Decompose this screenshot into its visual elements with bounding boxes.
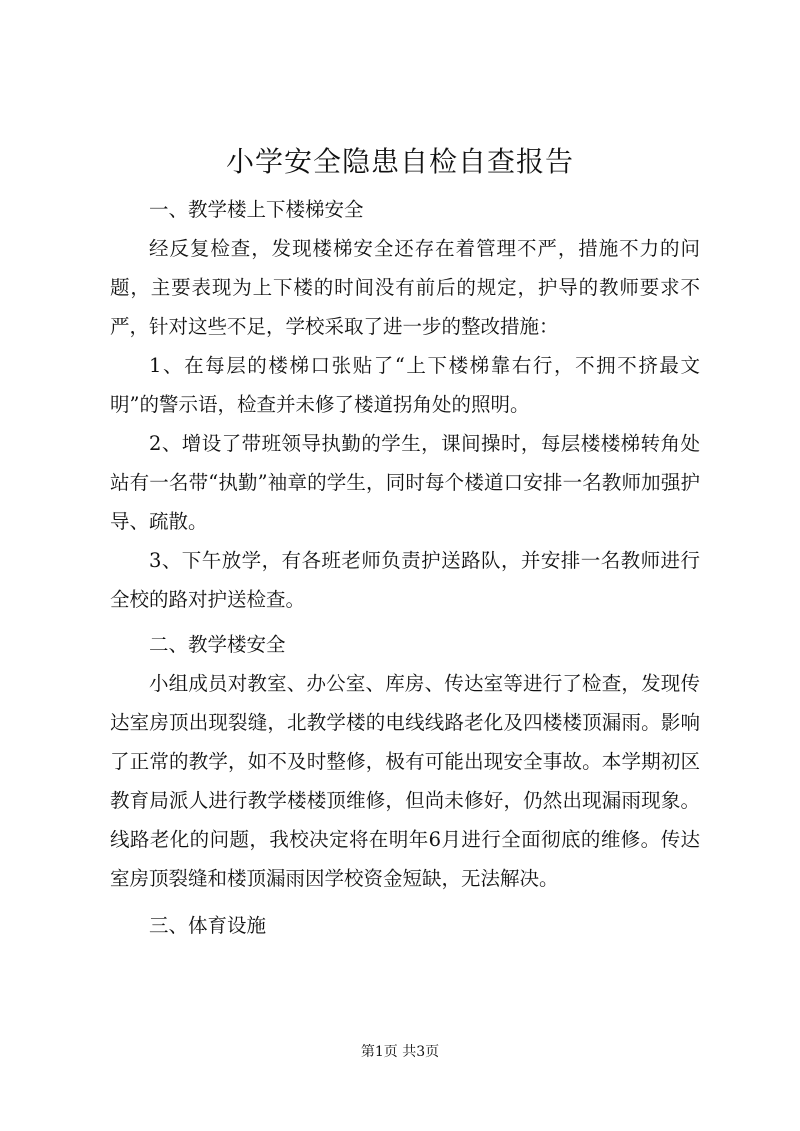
- body-paragraph: 2、增设了带班领导执勤的学生，课间操时，每层楼楼梯转角处站有一名带“执勤”袖章的学生，同时每个楼道口安排一名教师加强护导、疏散。: [110, 432, 700, 533]
- section-heading-3: 三、体育设施: [149, 914, 267, 937]
- section-heading-1: 一、教学楼上下楼梯安全: [149, 198, 364, 221]
- document-body: [110, 190, 700, 945]
- body-paragraph: 小组成员对教室、办公室、库房、传达室等进行了检查，发现传达室房顶出现裂缝，北教学楼的电线线路老化及四楼楼顶漏雨。影响了正常的教学，如不及时整修，极有可能出现安全事故。本学期初区教育局派人进行教学楼楼顶维修，但尚未修好，仍然出现漏雨现象。线路老化的问题，我校决定将在明年6月进行全面彻底的维修。传达室房顶裂缝和楼顶漏雨因学校资金短缺，无法解决。: [110, 672, 700, 890]
- body-paragraph: 经反复检查，发现楼梯安全还存在着管理不严，措施不力的问题，主要表现为上下楼的时间没有前后的规定，护导的教师要求不严，针对这些不足，学校采取了进一步的整改措施：: [110, 237, 700, 338]
- document-title: 小学安全隐患自检自查报告: [225, 145, 574, 178]
- page-number: 第1页 共3页: [360, 1044, 440, 1060]
- section-heading-2: 二、教学楼安全: [149, 633, 286, 656]
- body-paragraph: 3、下午放学，有各班老师负责护送路队，并安排一名教师进行全校的路对护送检查。: [110, 549, 700, 611]
- body-paragraph: 1、在每层的楼梯口张贴了“上下楼梯靠右行，不拥不挤最文明”的警示语，检查并未修了楼道拐角处的照明。: [110, 354, 700, 416]
